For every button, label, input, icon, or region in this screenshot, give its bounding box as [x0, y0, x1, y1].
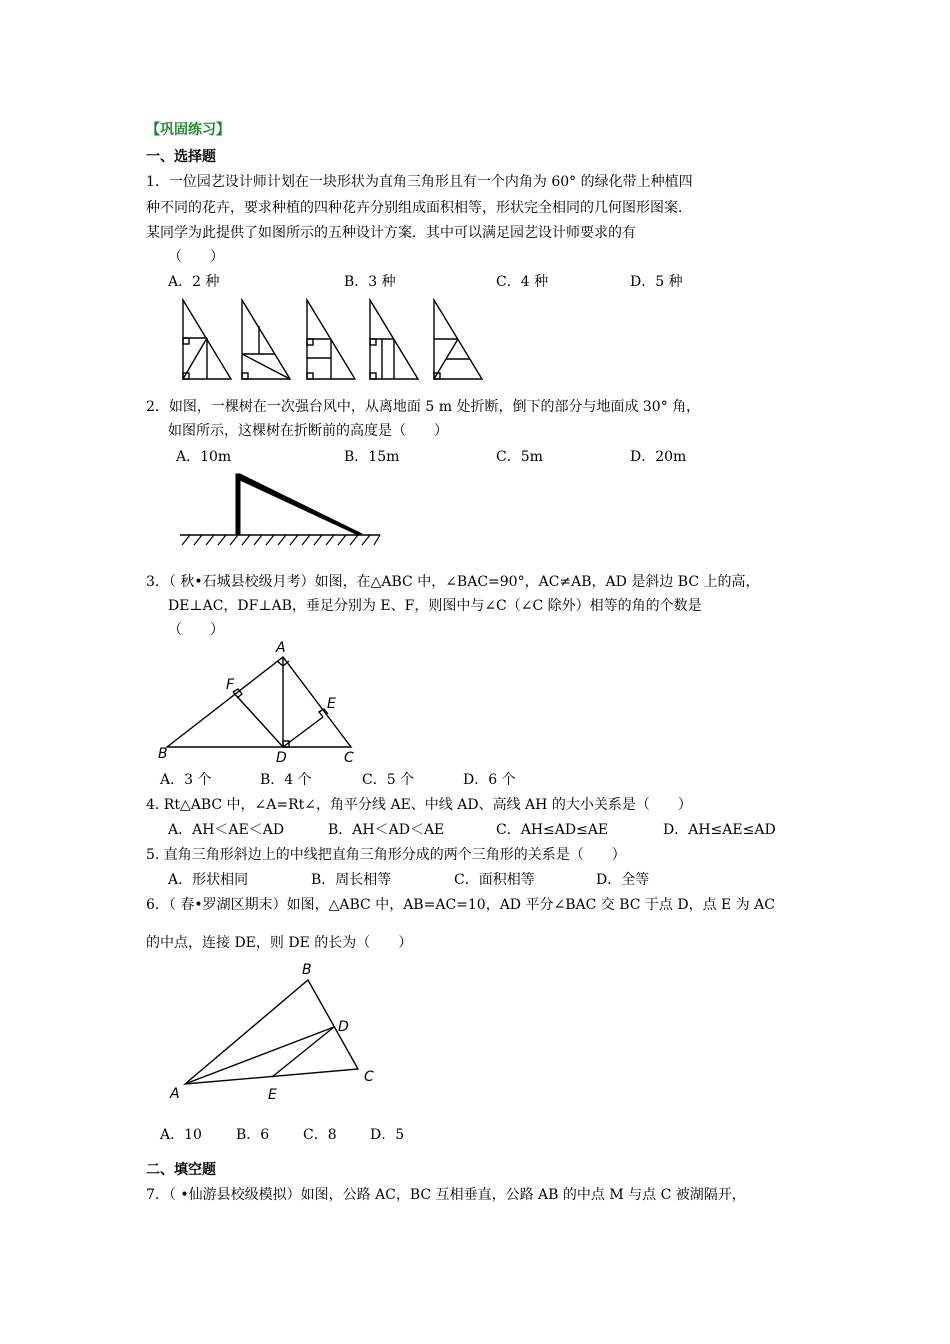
q7-line1: 7．（ •仙游县校级模拟）如图，公路 AC，BC 互相垂直，公路 AB 的中点 M 与点 C 被湖隔开，	[146, 1187, 746, 1203]
q3-option-d: D．6 个	[463, 772, 516, 788]
q1-line1: 1．一位园艺设计师计划在一块形状为直角三角形且有一个内角为 60° 的绿化带上种植四	[146, 174, 693, 190]
q3-label-d: D	[276, 750, 287, 766]
q1-option-a: A．2 种	[168, 274, 220, 290]
q1-option-c: C．4 种	[496, 274, 549, 290]
q3-label-c: C	[344, 750, 354, 766]
q3-label-b: B	[158, 746, 168, 762]
q2-option-a: A．10m	[176, 449, 232, 465]
q2-option-d: D．20m	[630, 449, 687, 465]
q2-option-b: B．15m	[344, 449, 400, 465]
q5-option-b: B．周长相等	[311, 872, 392, 888]
q4-option-c: C．AH≤AD≤AE	[496, 822, 609, 838]
q1-line2: 种不同的花卉，要求种植的四种花卉分别组成面积相等，形状完全相同的几何图形图案．	[146, 200, 692, 216]
q1-design-5	[434, 300, 482, 379]
q2-line1: 2．如图，一棵树在一次强台风中，从离地面 5 m 处折断，倒下的部分与地面成 30° 角，	[146, 399, 701, 415]
q1-option-b: B．3 种	[344, 274, 396, 290]
q1-figure	[175, 298, 495, 384]
q3-option-b: B．4 个	[260, 772, 312, 788]
q1-bracket: （ ）	[168, 249, 224, 265]
q5-option-d: D．全等	[596, 872, 650, 888]
q5-option-a: A．形状相同	[168, 872, 249, 888]
q3-line2: DE⊥AC，DF⊥AB，垂足分别为 E、F，则图中与∠C（∠C 除外）相等的角的个数是	[168, 598, 702, 614]
q6-option-a: A．10	[160, 1127, 202, 1143]
q2-option-c: C．5m	[496, 449, 543, 465]
q6-line2: 的中点，连接 DE，则 DE 的长为（ ）	[146, 935, 413, 951]
q3-line1: 3．（ 秋•石城县校级月考）如图，在△ABC 中，∠BAC=90°，AC≠AB，AD 是斜边 BC 上的高，	[146, 574, 760, 590]
q3-label-e: E	[327, 696, 336, 712]
ground-hatch	[182, 535, 380, 545]
part1-title: 一、选择题	[146, 149, 216, 165]
q4-line1: 4. Rt△ABC 中，∠A=Rt∠，角平分线 AE、中线 AD、高线 AH 的大小关系是（ ）	[146, 797, 692, 813]
q2-tree-figure	[180, 472, 385, 548]
q6-option-b: B．6	[236, 1127, 270, 1143]
part2-title: 二、填空题	[146, 1162, 216, 1178]
q1-design-1	[183, 300, 231, 379]
q1-design-4	[370, 300, 418, 379]
q6-label-e: E	[268, 1087, 277, 1103]
q1-design-2	[242, 300, 290, 379]
q3-label-f: F	[226, 677, 235, 693]
q6-label-a: A	[170, 1086, 180, 1102]
q4-option-b: B．AH＜AD＜AE	[328, 822, 445, 838]
q3-option-c: C．5 个	[362, 772, 415, 788]
q5-option-c: C．面积相等	[454, 872, 535, 888]
q5-line1: 5. 直角三角形斜边上的中线把直角三角形分成的两个三角形的关系是（ ）	[146, 847, 626, 863]
q4-option-a: A．AH＜AE＜AD	[168, 822, 285, 838]
q6-label-d: D	[338, 1019, 349, 1035]
q6-option-d: D．5	[370, 1127, 405, 1143]
q3-option-a: A．3 个	[160, 772, 212, 788]
q4-option-d: D．AH≤AE≤AD	[663, 822, 776, 838]
q3-label-a: A	[276, 640, 286, 656]
q1-line3: 某同学为此提供了如图所示的五种设计方案．其中可以满足园艺设计师要求的有	[146, 225, 636, 241]
q6-label-c: C	[364, 1069, 374, 1085]
q6-triangle-figure	[165, 960, 385, 1108]
q3-triangle-figure	[155, 638, 370, 766]
q2-line2: 如图所示，这棵树在折断前的高度是（ ）	[168, 423, 448, 439]
q1-option-d: D．5 种	[630, 274, 683, 290]
q6-line1: 6．（ 春•罗湖区期末）如图，△ABC 中，AB=AC=10，AD 平分∠BAC 交 BC 于点 D，点 E 为 AC	[146, 897, 776, 913]
q1-design-3	[307, 300, 355, 379]
q6-label-b: B	[302, 962, 312, 978]
q6-option-c: C．8	[303, 1127, 337, 1143]
section-title: 【巩固练习】	[146, 122, 230, 138]
q3-bracket: （ ）	[168, 622, 224, 638]
